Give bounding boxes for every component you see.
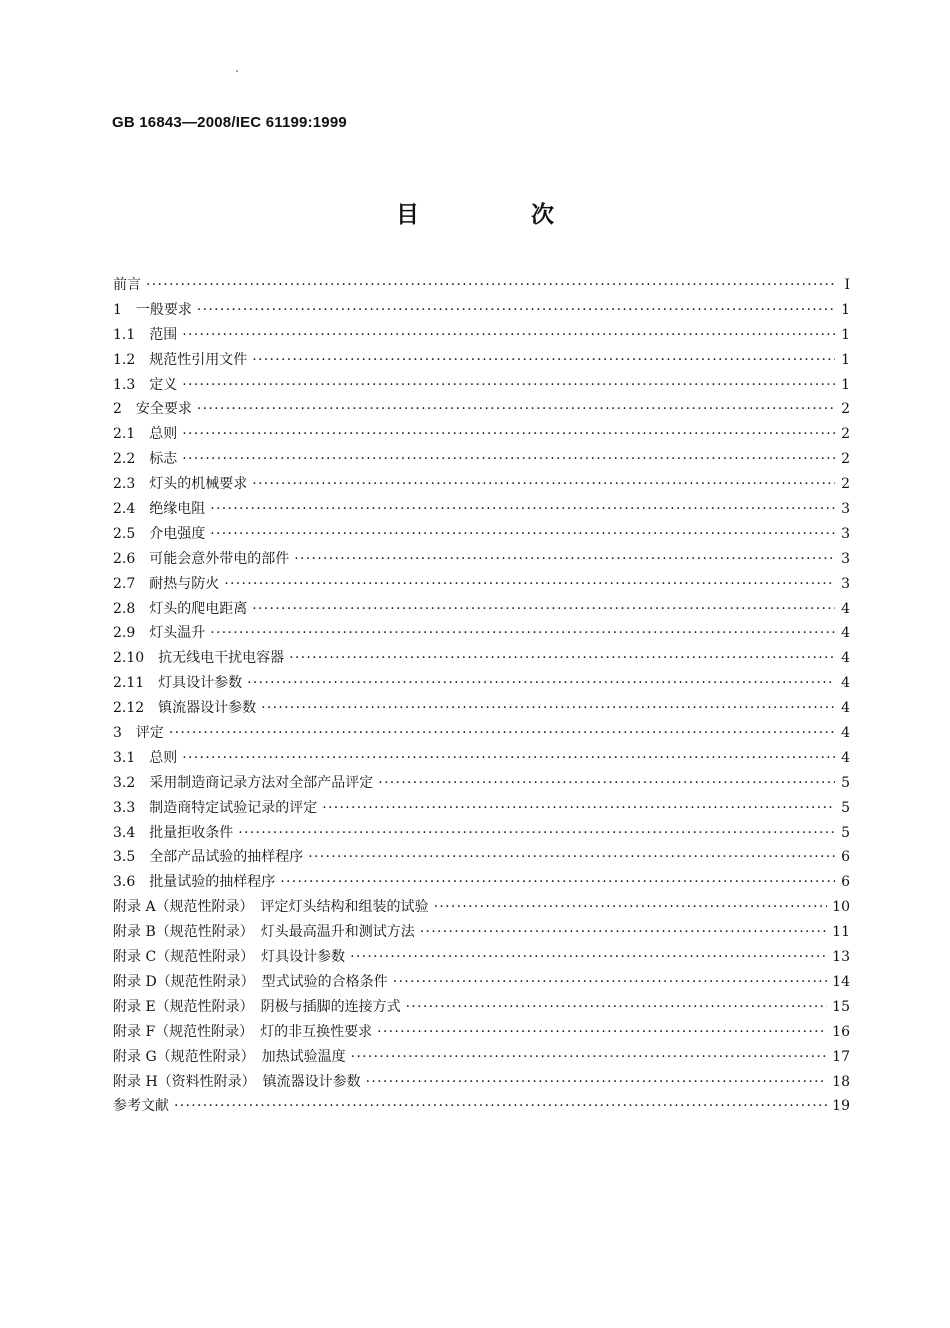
toc-entry[interactable]	[113, 373, 850, 398]
toc-leader-dots	[210, 497, 835, 522]
toc-leader-dots	[182, 323, 835, 348]
toc-entry[interactable]	[113, 995, 850, 1020]
toc-entry-page: 13	[832, 949, 850, 966]
toc-entry-page: 4	[841, 600, 850, 617]
toc-entry[interactable]	[113, 422, 850, 447]
toc-entry-page: 3	[841, 550, 850, 567]
toc-leader-dots	[434, 895, 828, 920]
toc-entry-label: 2.7 耐热与防火	[113, 575, 220, 592]
toc-entry[interactable]	[113, 1094, 850, 1119]
toc-entry-label: 2.3 灯头的机械要求	[113, 476, 248, 493]
toc-entry-label: 1.1 范围	[113, 326, 178, 343]
toc-entry[interactable]	[113, 821, 850, 846]
toc-entry[interactable]	[113, 696, 850, 721]
toc-leader-dots	[350, 945, 827, 970]
toc-leader-dots	[289, 646, 835, 671]
toc-entry[interactable]	[113, 597, 850, 622]
toc-entry[interactable]	[113, 497, 850, 522]
toc-leader-dots	[182, 422, 835, 447]
toc-leader-dots	[224, 572, 835, 597]
scan-speck	[236, 70, 238, 72]
toc-entry-page: 18	[832, 1073, 850, 1090]
toc-entry-page: 2	[841, 476, 850, 493]
toc-entry-page: 6	[841, 874, 850, 891]
toc-entry-label: 2.1 总则	[113, 426, 178, 443]
toc-entry[interactable]	[113, 522, 850, 547]
toc-leader-dots	[146, 273, 835, 298]
toc-entry-label: 2 安全要求	[113, 401, 192, 418]
toc-entry-label: 附录 D（规范性附录） 型式试验的合格条件	[113, 973, 388, 990]
toc-entry[interactable]	[113, 746, 850, 771]
toc-entry-page: 1	[841, 326, 850, 343]
toc-leader-dots	[393, 970, 827, 995]
toc-leader-dots	[197, 298, 835, 323]
toc-entry-label: 1.3 定义	[113, 376, 178, 393]
toc-entry-label: 3.3 制造商特定试验记录的评定	[113, 799, 318, 816]
toc-entry[interactable]	[113, 572, 850, 597]
toc-entry-page: 1	[841, 351, 850, 368]
toc-entry-label: 2.5 介电强度	[113, 525, 206, 542]
toc-entry[interactable]	[113, 646, 850, 671]
toc-entry-page: 2	[841, 426, 850, 443]
toc-entry-label: 附录 B（规范性附录） 灯头最高温升和测试方法	[113, 924, 415, 941]
toc-entry[interactable]	[113, 298, 850, 323]
toc-leader-dots	[252, 348, 835, 373]
toc-leader-dots	[280, 870, 835, 895]
toc-leader-dots	[197, 397, 835, 422]
toc-entry-page: 15	[832, 998, 850, 1015]
standard-code: GB 16843—2008/IEC 61199:1999	[112, 114, 347, 131]
toc-entry[interactable]	[113, 1070, 850, 1095]
toc-entry-page: 1	[841, 376, 850, 393]
toc-entry-page: 5	[841, 774, 850, 791]
toc-entry[interactable]	[113, 323, 850, 348]
page-title: 目 次	[395, 202, 606, 228]
toc-leader-dots	[294, 547, 835, 572]
toc-leader-dots	[308, 845, 835, 870]
toc-entry-label: 参考文献	[113, 1098, 169, 1115]
toc-entry-page: 2	[841, 451, 850, 468]
toc-entry-page: 4	[841, 650, 850, 667]
toc-entry-page: 4	[841, 675, 850, 692]
toc-leader-dots	[366, 1070, 828, 1095]
toc-leader-dots	[182, 447, 835, 472]
toc-entry-page: 1	[841, 301, 850, 318]
toc-leader-dots	[377, 1020, 827, 1045]
toc-entry[interactable]	[113, 721, 850, 746]
toc-entry-label: 2.9 灯头温升	[113, 625, 206, 642]
toc-entry-label: 3.5 全部产品试验的抽样程序	[113, 849, 304, 866]
toc-entry-page: 14	[832, 973, 850, 990]
toc-leader-dots	[169, 721, 835, 746]
toc-entry-label: 2.12 镇流器设计参数	[113, 700, 257, 717]
toc-entry-page: 4	[841, 749, 850, 766]
toc-entry-page: 10	[832, 899, 850, 916]
toc-leader-dots	[182, 746, 835, 771]
toc-entry-label: 2.11 灯具设计参数	[113, 675, 243, 692]
toc-entry[interactable]	[113, 970, 850, 995]
toc-entry-label: 3 评定	[113, 725, 164, 742]
toc-entry[interactable]	[113, 447, 850, 472]
toc-entry-label: 附录 C（规范性附录） 灯具设计参数	[113, 949, 346, 966]
toc-entry-page: 3	[841, 575, 850, 592]
toc-entry-page: 2	[841, 401, 850, 418]
toc-entry-label: 附录 A（规范性附录） 评定灯头结构和组装的试验	[113, 899, 429, 916]
toc-entry-page: 17	[832, 1048, 850, 1065]
table-of-contents	[113, 273, 850, 1119]
toc-entry[interactable]	[113, 945, 850, 970]
toc-entry-page: 11	[832, 924, 850, 941]
toc-entry-label: 前言	[113, 277, 141, 293]
toc-entry-label: 1 一般要求	[113, 301, 192, 318]
toc-entry-label: 3.2 采用制造商记录方法对全部产品评定	[113, 774, 374, 791]
toc-entry[interactable]	[113, 621, 850, 646]
toc-leader-dots	[210, 522, 835, 547]
toc-leader-dots	[261, 696, 835, 721]
toc-entry[interactable]	[113, 845, 850, 870]
toc-entry[interactable]	[113, 671, 850, 696]
toc-entry-label: 1.2 规范性引用文件	[113, 351, 248, 368]
toc-leader-dots	[351, 1045, 828, 1070]
toc-entry[interactable]	[113, 796, 850, 821]
toc-entry-page: 4	[841, 625, 850, 642]
toc-entry-page: Ⅰ	[844, 277, 850, 293]
toc-entry-label: 3.6 批量试验的抽样程序	[113, 874, 276, 891]
toc-leader-dots	[322, 796, 835, 821]
toc-entry-page: 4	[841, 725, 850, 742]
toc-leader-dots	[238, 821, 835, 846]
toc-entry-label: 附录 E（规范性附录） 阴极与插脚的连接方式	[113, 998, 401, 1015]
toc-entry[interactable]	[113, 1020, 850, 1045]
toc-entry-page: 4	[841, 700, 850, 717]
toc-entry[interactable]	[113, 472, 850, 497]
toc-entry[interactable]	[113, 1045, 850, 1070]
toc-entry-page: 3	[841, 525, 850, 542]
toc-entry-page: 16	[832, 1023, 850, 1040]
toc-entry-label: 附录 H（资料性附录） 镇流器设计参数	[113, 1073, 361, 1090]
toc-leader-dots	[182, 373, 835, 398]
toc-entry-label: 2.8 灯头的爬电距离	[113, 600, 248, 617]
toc-entry-label: 3.4 批量拒收条件	[113, 824, 234, 841]
toc-leader-dots	[174, 1094, 827, 1119]
toc-entry-page: 5	[841, 824, 850, 841]
toc-entry-label: 附录 F（规范性附录） 灯的非互换性要求	[113, 1023, 373, 1040]
toc-entry-page: 3	[841, 501, 850, 518]
toc-entry-page: 19	[832, 1098, 850, 1115]
toc-entry[interactable]	[113, 895, 850, 920]
toc-leader-dots	[210, 621, 835, 646]
toc-entry-label: 2.4 绝缘电阻	[113, 501, 206, 518]
toc-entry-label: 2.6 可能会意外带电的部件	[113, 550, 290, 567]
toc-entry-label: 2.10 抗无线电干扰电容器	[113, 650, 285, 667]
toc-entry[interactable]	[113, 920, 850, 945]
toc-entry-label: 2.2 标志	[113, 451, 178, 468]
toc-entry[interactable]	[113, 870, 850, 895]
toc-entry[interactable]	[113, 348, 850, 373]
toc-leader-dots	[378, 771, 835, 796]
toc-entry[interactable]	[113, 771, 850, 796]
toc-entry[interactable]	[113, 273, 850, 298]
toc-leader-dots	[247, 671, 835, 696]
toc-entry[interactable]	[113, 397, 850, 422]
toc-leader-dots	[420, 920, 827, 945]
toc-entry[interactable]	[113, 547, 850, 572]
toc-entry-page: 5	[841, 799, 850, 816]
toc-entry-page: 6	[841, 849, 850, 866]
toc-leader-dots	[406, 995, 828, 1020]
toc-entry-label: 3.1 总则	[113, 749, 178, 766]
toc-leader-dots	[252, 597, 835, 622]
toc-entry-label: 附录 G（规范性附录） 加热试验温度	[113, 1048, 346, 1065]
toc-leader-dots	[252, 472, 835, 497]
